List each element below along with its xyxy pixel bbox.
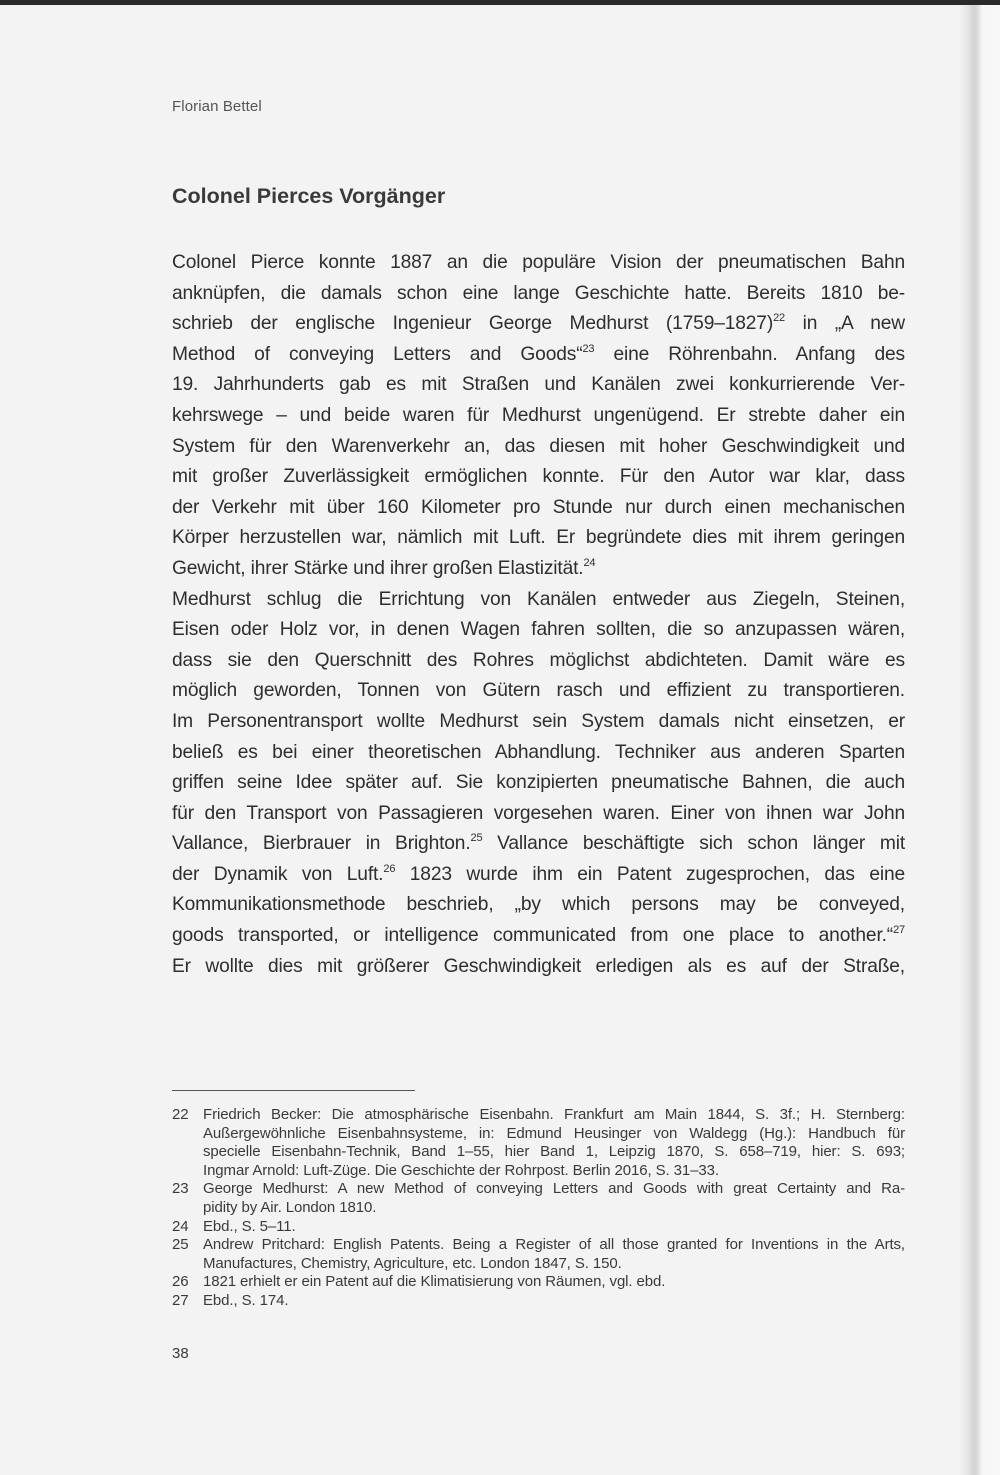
body-line-text: der Verkehr mit über 160 Kilometer pro Stunde nur durch einen mechanischen	[172, 496, 905, 518]
footnote-line: George Medhurst: A new Method of conveying Letters and Goods with great Certainty and Ra-	[203, 1180, 905, 1198]
body-line-text: anknüpfen, die damals schon eine lange Geschichte hatte. Bereits 1810 be-	[172, 282, 905, 304]
body-line	[172, 615, 905, 646]
book-gutter-shadow	[960, 5, 1000, 1475]
body-line-text: 19. Jahrhunderts gab es mit Straßen und Kanälen zwei konkurrierende Ver-	[172, 374, 905, 396]
body-line	[172, 248, 905, 279]
footnote-text	[203, 1180, 905, 1217]
body-line	[172, 401, 905, 432]
body-line	[172, 523, 905, 554]
body-line	[172, 829, 905, 860]
footnote-number: 22	[172, 1106, 189, 1123]
page-number: 38	[172, 1345, 189, 1362]
footnote-number: 27	[172, 1291, 189, 1309]
body-line-text: System für den Warenverkehr an, das diesen mit hoher Geschwindigkeit und	[172, 435, 905, 457]
body-line	[172, 738, 905, 769]
footnote-ref[interactable]: 25	[470, 832, 483, 845]
body-line-text: Kommunikationsmethode beschrieb, „by which persons may be conveyed,	[172, 894, 905, 916]
footnote-number: 25	[172, 1236, 189, 1254]
footnote-separator	[172, 1090, 415, 1091]
body-line-text: Vallance, Bierbrauer in Brighton.	[172, 833, 471, 855]
footnote-line: Außergewöhnliche Eisenbahnsysteme, in: Edmund Heusinger von Waldegg (Hg.): Handbuch für	[203, 1124, 905, 1142]
body-line	[172, 890, 905, 921]
footnote-line: Andrew Pritchard: English Patents. Being a Register of all those granted for Inventions in the Arts,	[203, 1236, 905, 1254]
footnote	[172, 1292, 905, 1311]
body-line	[172, 646, 905, 677]
footnote-text	[203, 1292, 905, 1311]
footnote-ref[interactable]: 27	[893, 924, 905, 937]
body-line-text: für den Transport von Passagieren vorgesehen waren. Einer von ihnen war John	[172, 802, 905, 824]
footnote	[172, 1273, 905, 1292]
footnote-ref[interactable]: 22	[773, 312, 785, 325]
body-line-text: Gewicht, ihrer Stärke und ihrer großen Elastizität.	[172, 557, 584, 579]
body-line-text: Er wollte dies mit größerer Geschwindigkeit erledigen als es auf der Straße,	[172, 955, 905, 977]
body-text	[172, 248, 905, 982]
footnote-line: Friedrich Becker: Die atmosphärische Eisenbahn. Frankfurt am Main 1844, S. 3f.; H. Sternberg:	[203, 1106, 905, 1123]
body-line-text: möglich geworden, Tonnen von Gütern rasch und effizient zu transportieren.	[172, 680, 905, 702]
body-line-text: griffen seine Idee später auf. Sie konzipierten pneumatische Bahnen, die auch	[172, 772, 905, 794]
footnote	[172, 1218, 905, 1237]
body-line-text: der Dynamik von Luft.	[172, 863, 384, 885]
body-line	[172, 432, 905, 463]
footnote-number: 24	[172, 1217, 189, 1235]
footnote-number: 26	[172, 1273, 189, 1291]
body-line-text: 1823 wurde ihm ein Patent zugesprochen, das eine	[395, 863, 905, 885]
body-line	[172, 768, 905, 799]
body-line-text: Eisen oder Holz vor, in denen Wagen fahren sollten, die so anzupassen wären,	[172, 619, 905, 641]
footnote-line: specielle Eisenbahn-Technik, Band 1–55, hier Band 1, Leipzig 1870, S. 658–719, hier: S. 693;	[203, 1143, 905, 1161]
footnote-line: 1821 erhielt er ein Patent auf die Klimatisierung von Räumen, vgl. ebd.	[203, 1273, 666, 1291]
body-line	[172, 952, 905, 983]
body-line-text: kehrswege – und beide waren für Medhurst ungenügend. Er strebte daher ein	[172, 404, 905, 426]
footnote	[172, 1106, 905, 1180]
footnotes	[172, 1106, 905, 1311]
footnote-number: 23	[172, 1180, 189, 1198]
body-line	[172, 799, 905, 830]
body-line	[172, 860, 905, 891]
body-line	[172, 554, 905, 585]
footnote-line: Ebd., S. 174.	[203, 1291, 289, 1309]
body-line	[172, 462, 905, 493]
body-line	[172, 493, 905, 524]
body-line	[172, 921, 905, 952]
body-line	[172, 707, 905, 738]
footnote-line: Ebd., S. 5–11.	[203, 1217, 296, 1235]
body-line-text: Vallance beschäftigte sich schon länger mit	[482, 833, 905, 855]
body-line-text: Körper herzustellen war, nämlich mit Luft. Er begründete dies mit ihrem geringen	[172, 527, 905, 549]
footnote-ref[interactable]: 26	[383, 862, 396, 875]
footnote-ref[interactable]: 24	[583, 556, 596, 569]
footnote-ref[interactable]: 23	[582, 342, 595, 355]
body-line	[172, 340, 905, 371]
body-line-text: Colonel Pierce konnte 1887 an die populäre Vision der pneumatischen Bahn	[172, 252, 905, 273]
footnote-text	[203, 1218, 905, 1237]
body-line	[172, 279, 905, 310]
body-line-text: Medhurst schlug die Errichtung von Kanälen entweder aus Ziegeln, Steinen,	[172, 588, 905, 610]
body-line-text: Im Personentransport wollte Medhurst sein System damals nicht einsetzen, er	[172, 710, 905, 732]
footnote-text	[203, 1273, 905, 1292]
body-line-text: Method of conveying Letters and Goods“	[172, 343, 583, 365]
footnote	[172, 1180, 905, 1217]
footnote-line: pidity by Air. London 1810.	[203, 1198, 377, 1216]
running-head-author: Florian Bettel	[172, 98, 262, 115]
footnote-line: Manufactures, Chemistry, Agriculture, etc. London 1847, S. 150.	[203, 1254, 622, 1272]
body-line	[172, 676, 905, 707]
footnote-line: Ingmar Arnold: Luft-Züge. Die Geschichte der Rohrpost. Berlin 2016, S. 31–33.	[203, 1161, 719, 1179]
body-line-text: goods transported, or intelligence communicated from one place to another.“	[172, 925, 894, 947]
body-line-text: mit großer Zuverlässigkeit ermöglichen konnte. Für den Autor war klar, dass	[172, 466, 905, 488]
body-line-text: in „A new	[785, 313, 905, 335]
footnote-text	[203, 1236, 905, 1273]
body-line	[172, 309, 905, 340]
scan-top-edge	[0, 0, 1000, 5]
body-line-text: eine Röhrenbahn. Anfang des	[594, 343, 905, 365]
body-line-text: dass sie den Querschnitt des Rohres möglichst abdichteten. Damit wäre es	[172, 649, 905, 671]
body-line	[172, 585, 905, 616]
body-line-text: schrieb der englische Ingenieur George Medhurst (1759–1827)	[172, 313, 774, 335]
body-line	[172, 370, 905, 401]
footnote-text	[203, 1106, 905, 1180]
body-line-text: beließ es bei einer theoretischen Abhandlung. Techniker aus anderen Sparten	[172, 741, 905, 763]
footnote	[172, 1236, 905, 1273]
section-title: Colonel Pierces Vorgänger	[172, 184, 446, 208]
